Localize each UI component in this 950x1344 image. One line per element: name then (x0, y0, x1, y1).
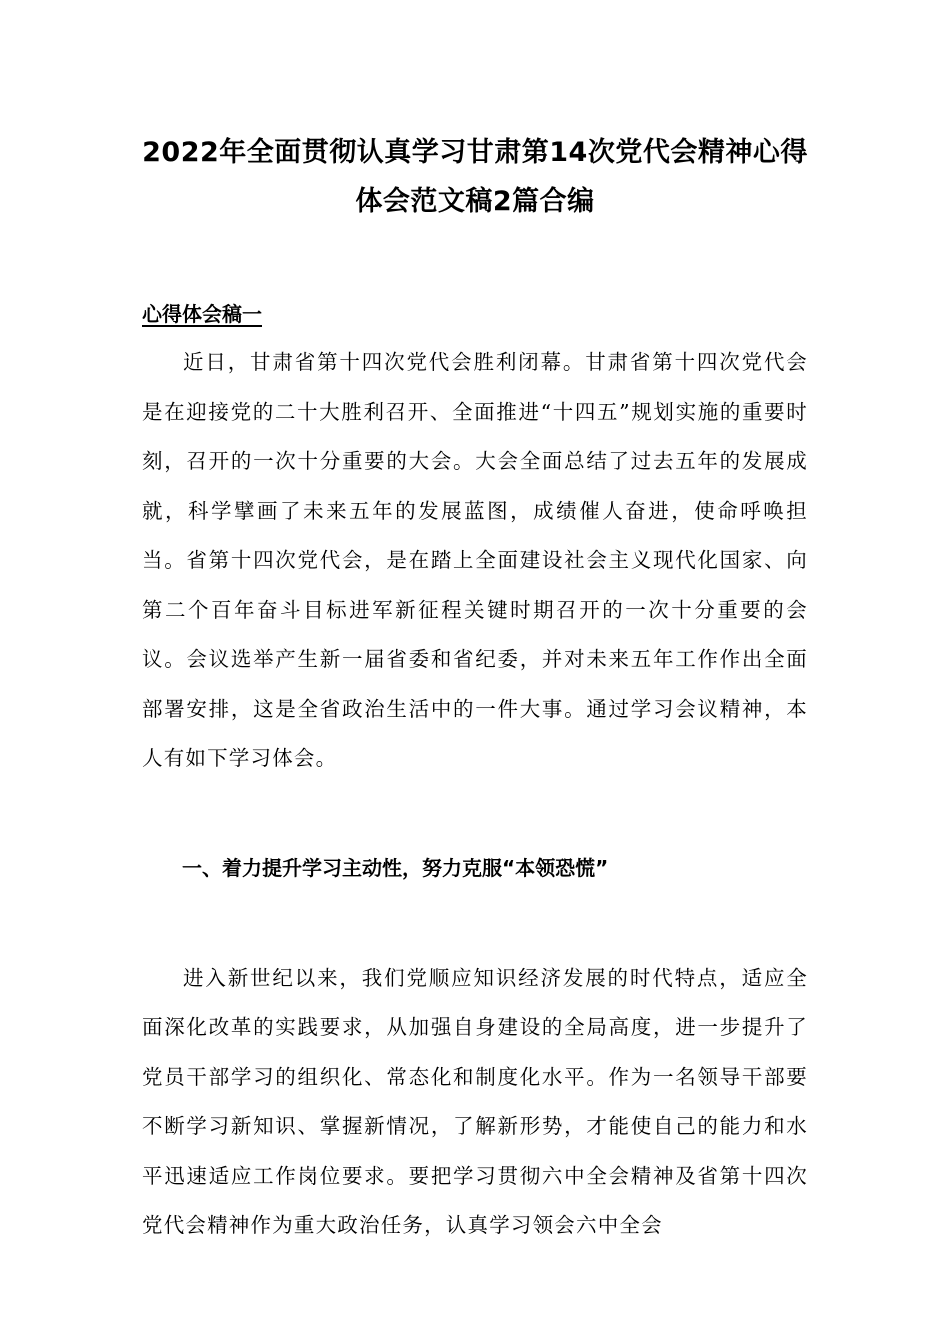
section-heading-1: 一、着力提升学习主动性，努力克服“本领恐慌” (182, 855, 609, 880)
body-paragraph-1: 近日，甘肃省第十四次党代会胜利闭幕。甘肃省第十四次党代会是在迎接党的二十大胜利召开、全面推进“十四五”规划实施的重要时刻，召开的一次十分重要的大会。大会全面总结了过去五年的发展成就，科学擘画了未来五年的发展蓝图，成绩催人奋进，使命呼唤担当。省第十四次党代会，是在踏上全面建设社会主义现代化国家、向第二个百年奋斗目标进军新征程关键时期召开的一次十分重要的会议。会议选举产生新一届省委和省纪委，并对未来五年工作作出全面部署安排，这是全省政治生活中的一件大事。通过学习会议精神，本人有如下学习体会。 (142, 350, 808, 770)
section-label: 心得体会稿一 (142, 302, 262, 326)
document-title: 2022年全面贯彻认真学习甘肃第14次党代会精神心得体会范文稿2篇合编 (142, 137, 808, 217)
body-paragraph-2: 进入新世纪以来，我们党顺应知识经济发展的时代特点，适应全面深化改革的实践要求，从加强自身建设的全局高度，进一步提升了党员干部学习的组织化、常态化和制度化水平。作为一名领导干部要不断学习新知识、掌握新情况，了解新形势，才能使自己的能力和水平迅速适应工作岗位要求。要把学习贯彻六中全会精神及省第十四次党代会精神作为重大政治任务，认真学习领会六中全会 (142, 965, 808, 1237)
